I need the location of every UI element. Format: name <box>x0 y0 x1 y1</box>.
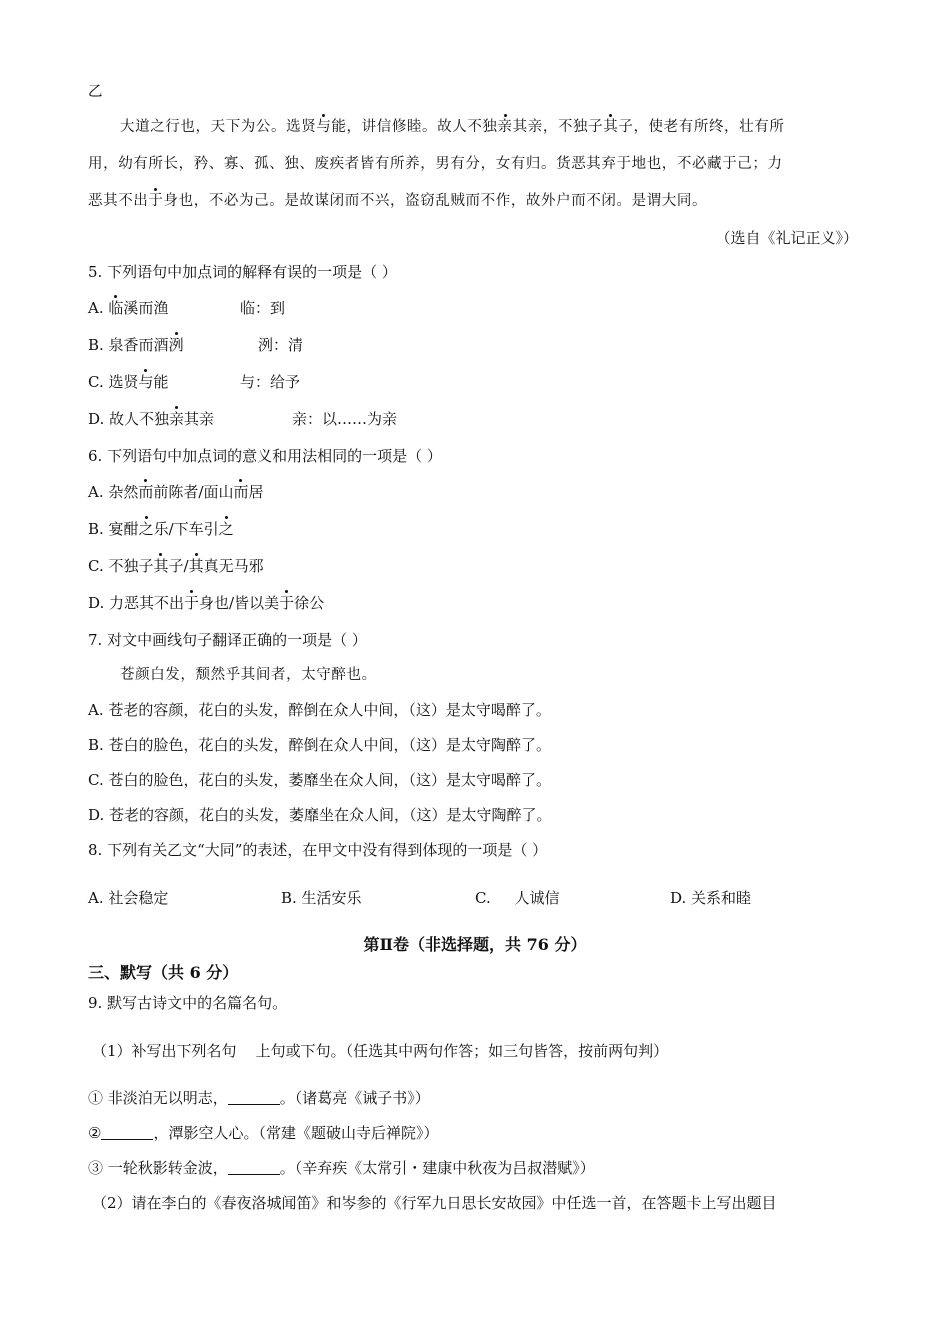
emphasis-dot-char: 临 <box>108 299 124 317</box>
emphasis-dot-char: 之 <box>138 520 154 538</box>
section-3-heading: 三、默写（共 6 分） <box>88 963 239 982</box>
question-8-option-c[interactable]: C. 人诚信 <box>475 889 560 907</box>
emphasis-dot-char: 亲 <box>497 119 513 135</box>
part-2-title: 第Ⅱ卷（非选择题，共 76 分） <box>363 935 587 954</box>
emphasis-dot-char: 于 <box>279 594 295 612</box>
question-5-option-d[interactable]: D. 故人不独亲其亲 <box>88 410 215 428</box>
question-7-option-b[interactable]: B. 苍白的脸色，花白的头发，醉倒在众人中间，（这）是太守陶醉了。 <box>88 736 552 754</box>
question-5-option-c[interactable]: C. 选贤与能 <box>88 373 169 391</box>
question-9-sub-1: （1）补写出下列名句 上句或下句。（任选其中两句作答；如三句皆答，按前两句判） <box>92 1042 669 1060</box>
question-6-option-c[interactable]: C. 不独子其子/其真无马邪 <box>88 557 264 575</box>
emphasis-dot-char: 其 <box>153 557 169 575</box>
question-9-item-1: ① 非淡泊无以明志， 。（诸葛亮《诫子书》） <box>88 1089 430 1107</box>
question-8-option-d[interactable]: D. 关系和睦 <box>670 889 752 907</box>
question-6-option-b[interactable]: B. 宴酣之乐/下车引之 <box>88 520 234 538</box>
emphasis-dot-char: 其 <box>188 557 204 575</box>
passage-line-2: 用，幼有所长，矜、寡、孤、独、废疾者皆有所养，男有分，女有归。货恶其弃于地也，不必藏于己；力 <box>88 156 783 172</box>
question-9-item-2: ② ，潭影空人心。（常建《题破山寺后禅院》） <box>88 1124 439 1142</box>
question-9-sub-2: （2）请在李白的《春夜洛城闻笛》和岑参的《行军九日思长安故园》中任选一首，在答题卡上写出题目 <box>92 1194 777 1212</box>
question-5-option-d-meaning: 亲：以……为亲 <box>292 410 398 428</box>
question-8-stem: 8. 下列有关乙文“大同”的表述，在甲文中没有得到体现的一项是（ ） <box>88 841 548 859</box>
question-5-option-a[interactable]: A. 临溪而渔 <box>88 299 169 317</box>
question-6-stem: 6. 下列语句中加点词的意义和用法相同的一项是（ ） <box>88 447 442 465</box>
answer-blank[interactable] <box>101 1125 153 1140</box>
answer-blank[interactable] <box>228 1090 280 1105</box>
question-7-option-c[interactable]: C. 苍白的脸色，花白的头发，萎靡坐在众人间，（这）是太守喝醉了。 <box>88 771 551 789</box>
answer-blank[interactable] <box>228 1160 280 1175</box>
emphasis-dot-char: 与 <box>316 119 332 135</box>
emphasis-dot-char: 而 <box>138 483 154 501</box>
question-9-item-3: ③ 一轮秋影转金波， 。（辛弃疾《太常引・建康中秋夜为吕叔潜赋》） <box>88 1159 595 1177</box>
question-8-option-b[interactable]: B. 生活安乐 <box>281 889 362 907</box>
question-9-stem: 9. 默写古诗文中的名篇名句。 <box>88 994 288 1012</box>
question-5-option-c-meaning: 与：给予 <box>240 373 301 391</box>
passage-line-1: 大道之行也，天下为公。选贤与能，讲信修睦。故人不独亲其亲，不独子其子，使老有所终，壮有所 <box>120 119 785 135</box>
question-7-option-a[interactable]: A. 苍老的容颜，花白的头发，醉倒在众人中间，（这）是太守喝醉了。 <box>88 701 551 719</box>
emphasis-dot-char: 亲 <box>169 410 185 428</box>
emphasis-dot-char: 洌 <box>168 336 184 354</box>
emphasis-dot-char: 而 <box>233 483 249 501</box>
emphasis-dot-char: 于 <box>184 594 200 612</box>
passage-source: （选自《礼记正义》） <box>715 229 858 247</box>
question-5-option-b-meaning: 洌：清 <box>258 336 304 354</box>
emphasis-dot-char: 与 <box>138 373 154 391</box>
question-5-stem: 5. 下列语句中加点词的解释有误的一项是（ ） <box>88 263 397 281</box>
emphasis-dot-char: 于 <box>148 193 164 209</box>
question-7-option-d[interactable]: D. 苍老的容颜，花白的头发，萎靡坐在众人间，（这）是太守陶醉了。 <box>88 806 552 824</box>
question-8-option-a[interactable]: A. 社会稳定 <box>88 889 169 907</box>
question-6-option-d[interactable]: D. 力恶其不出于身也/皆以美于徐公 <box>88 594 325 612</box>
question-7-stem: 7. 对文中画线句子翻译正确的一项是（ ） <box>88 631 367 649</box>
passage-line-3: 恶其不出于身也，不必为己。是故谋闭而不兴，盗窃乱贼而不作，故外户而不闭。是谓大同。 <box>88 193 708 209</box>
question-5-option-b[interactable]: B. 泉香而酒洌 <box>88 336 184 354</box>
question-6-option-a[interactable]: A. 杂然而前陈者/面山而居 <box>88 483 264 501</box>
emphasis-dot-char: 其 <box>603 119 619 135</box>
emphasis-dot-char: 之 <box>218 520 234 538</box>
question-7-quote: 苍颜白发，颓然乎其间者，太守醉也。 <box>120 667 377 683</box>
passage-label: 乙 <box>88 84 104 100</box>
question-5-option-a-meaning: 临：到 <box>240 299 286 317</box>
